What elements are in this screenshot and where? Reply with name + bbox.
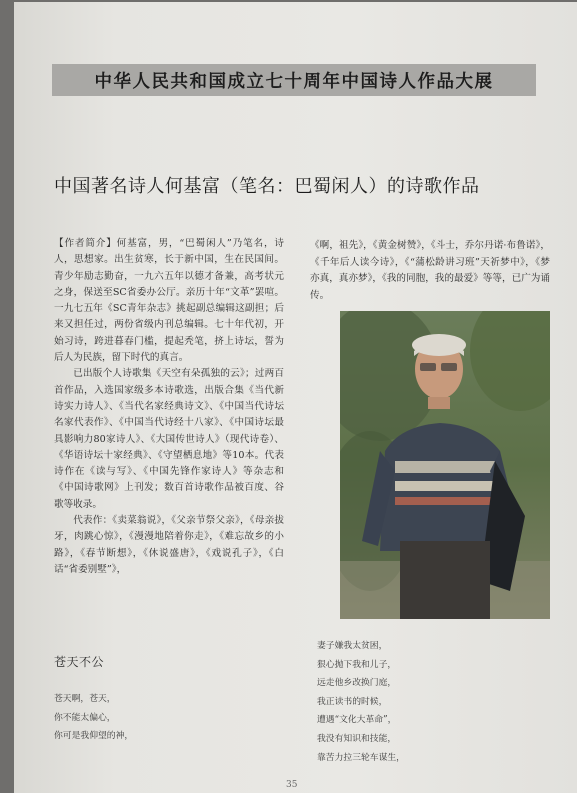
author-photo [340,311,550,619]
poem-line: 我没有知识和技能， [317,733,397,744]
poem-lines-left [54,690,133,746]
poem-line: 妻子嫌我太贫困， [317,641,388,651]
exhibition-banner [52,64,536,96]
poem-line: 你不能太偏心， [54,712,116,723]
bio-continuation [310,238,550,304]
poem-line: 靠苦力拉三轮车谋生， [317,752,405,763]
poem-line: 远走他乡改换门庭， [317,678,397,689]
bio-paragraph-works: 代表作：《卖菜翁说》，《父亲节祭父亲》，《母亲拔牙，肉跳心惊》，《漫漫地陪着你走》，《难忘故乡的小路》，《春节断想》，《休说盛唐》，《戏说孔子》，《白话“省委别墅”》， [54,515,284,575]
poem-lines-right [317,637,405,767]
poem-line: 我正读书的时候， [317,696,388,707]
poem-line: 苍天啊，苍天， [54,694,116,704]
bio-paragraph-publications: 已出版个人诗歌集《天空有朵孤独的云》；过两百首作品，入选国家级多本诗歌选，出版合集《当代新诗实力诗人》、《当代名家经典诗文》、《中国当代诗坛名家代表作》、《中国当代诗经十八家》、《中国诗坛最具影响力80家诗人》、《大国传世诗人》（现代诗卷）、《华语诗坛十家经典》、《守望栖息地》等10本。代表诗作在《读与写》、《中国先锋作家诗人》等杂志和《中国诗歌网》上刊发；数百首诗歌作品被百度、谷歌等收录。 [54,368,284,510]
article-title: 中国著名诗人何基富（笔名：巴蜀闲人）的诗歌作品 [54,176,480,197]
poem-line: 狠心抛下我和儿子， [317,659,397,670]
banner-text: 中华人民共和国成立七十周年中国诗人作品大展 [94,71,494,92]
page-number: 35 [286,780,298,790]
poem-line: 遭遇“文化大革命”， [317,715,397,726]
author-photo-illustration [340,311,550,619]
book-page [14,2,577,793]
bio-paragraph-continued: 《啊，祖先》，《黄金树赞》，《斗士，乔尔丹诺·布鲁诺》，《千年后人读今诗》，《“蒲松龄讲习班”天祈梦中》，《梦亦真，真亦梦》，《我的同胞，我的最爱》等等，已广为诵传。 [310,240,550,301]
poem-title: 苍天不公 [54,655,105,669]
poem-line: 你可是我仰望的神， [54,731,134,741]
bio-paragraph-intro: 【作者简介】何基富，男，“巴蜀闲人”乃笔名，诗人，思想家。出生贫寒，长于新中国，生在民国间。青少年励志勤奋，一九六五年以德才备兼，高考状元之身，保送至SC省委办公厅。亲历十年“文革”罢喧。一九七五年《SC青年杂志》挑起副总编辑这副担；后来又担任过，两份省级内刊总编辑。七十年代初，开始习诗，跨进暮春门槛，提起秃笔，挤上诗坛，誓为后人为民族，留下时代的真言。 [54,238,284,364]
author-bio-column [54,236,284,578]
